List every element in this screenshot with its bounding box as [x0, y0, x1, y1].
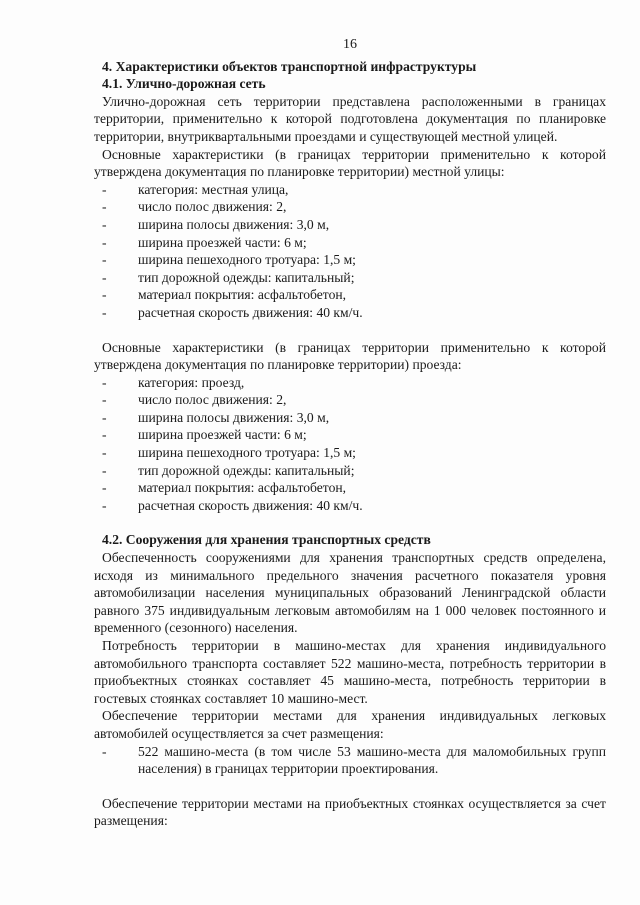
list-item: - материал покрытия: асфальтобетон,: [102, 480, 347, 496]
site-parking-intro: Обеспечение территории местами на приобъектных стоянках осуществляется за счет размещения:: [94, 795, 606, 829]
list-item: - категория: проезд,: [102, 374, 245, 390]
spacer: [94, 778, 606, 795]
street-characteristics-intro: Основные характеристики (в границах территории применительно к которой утверждена документация по планировке территории) местной улицы:: [94, 146, 606, 180]
parking-placement-intro: Обеспечение территории местами для хранения индивидуальных легковых автомобилей осуществляется за счет размещения:: [94, 708, 606, 741]
page-content: [94, 36, 606, 830]
list-item: - ширина полосы движения: 3,0 м,: [102, 409, 330, 425]
list-item: - ширина пешеходного тротуара: 1,5 м;: [102, 252, 356, 268]
list-item: - число полос движения: 2,: [102, 392, 287, 408]
list-item: - ширина полосы движения: 3,0 м,: [102, 216, 330, 232]
section-heading: 4. Характеристики объектов транспортной инфраструктуры: [102, 58, 477, 74]
storage-provision-paragraph: Обеспеченность сооружениями для хранения транспортных средств определена, исходя из минимального предельного значения расчетного показателя уровня автомобилизации населения муниципальных образований Ленинградской области равного 375 индивидуальным легковым автомобилям на 1 000 человек постоянного и временного (сезонного) населения.: [94, 550, 606, 636]
drive-characteristics-list: [94, 374, 606, 515]
list-item: - категория: местная улица,: [102, 181, 289, 197]
page-number: 16: [343, 37, 357, 52]
road-network-paragraph: Улично-дорожная сеть территории представлена расположенными в границах территории, применительно к которой подготовлена документация по планировке территории, внутриквартальными проездами и существующей местной улицей.: [94, 93, 606, 144]
list-item: - расчетная скорость движения: 40 км/ч.: [102, 304, 363, 320]
subsection-heading-vehicle-storage: 4.2. Сооружения для хранения транспортных средств: [102, 532, 431, 548]
list-item: - тип дорожной одежды: капитальный;: [102, 269, 355, 285]
list-item: - число полос движения: 2,: [102, 199, 287, 215]
list-item: - материал покрытия: асфальтобетон,: [102, 287, 347, 303]
list-item: - ширина пешеходного тротуара: 1,5 м;: [102, 445, 356, 461]
parking-demand-paragraph: Потребность территории в машино-местах для хранения индивидуального автомобильного транспорта составляет 522 машино-места, потребность территории в приобъектных стоянках составляет 45 машино-места, потребность территории в гостевых стоянках составляет 10 машино-мест.: [94, 638, 606, 706]
subsection-heading-road-network: 4.1. Улично-дорожная сеть: [102, 76, 266, 92]
parking-placement-item: - 522 машино-места (в том числе 53 машино-места для маломобильных групп населения) в границах территории проектирования.: [102, 743, 606, 777]
list-item: - ширина проезжей части: 6 м;: [102, 234, 307, 250]
spacer: [94, 514, 606, 531]
list-item: - тип дорожной одежды: капитальный;: [102, 462, 355, 478]
drive-characteristics-intro: Основные характеристики (в границах территории применительно к которой утверждена документация по планировке территории) проезда:: [94, 339, 606, 373]
list-item: - ширина проезжей части: 6 м;: [102, 427, 307, 443]
list-item: - расчетная скорость движения: 40 км/ч.: [102, 497, 363, 513]
street-characteristics-list: [94, 181, 606, 322]
spacer: [94, 322, 606, 339]
